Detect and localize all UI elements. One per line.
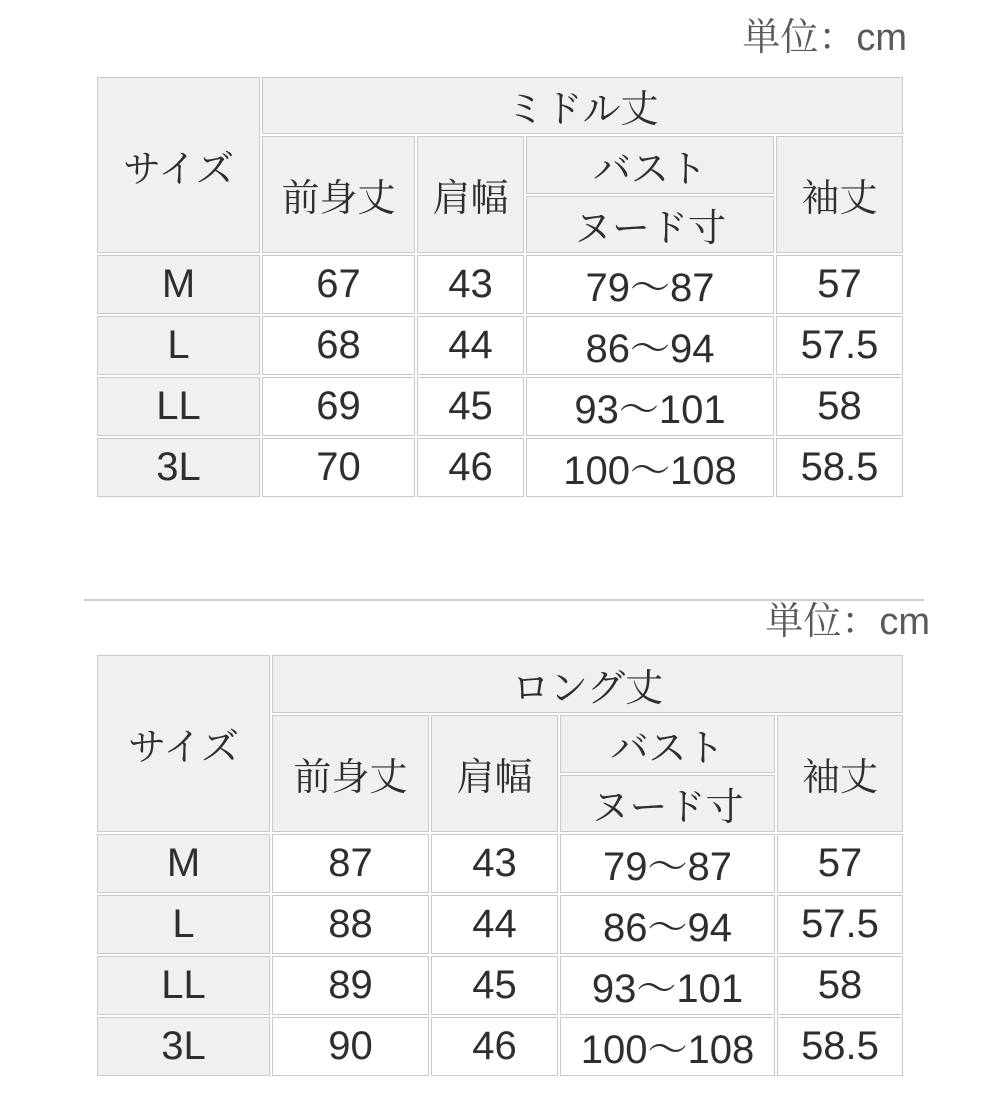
cell-shoulder: 46: [417, 438, 524, 497]
size-chart-table-middle: [95, 75, 905, 499]
cell-bust-nude: 79〜87: [526, 255, 774, 314]
cell-sleeve: 58.5: [776, 438, 903, 497]
cell-size: 3L: [97, 438, 260, 497]
col-header-bust: バスト: [526, 136, 774, 194]
cell-bust-nude: 86〜94: [526, 316, 774, 375]
cell-sleeve: 57: [777, 834, 903, 893]
cell-size: LL: [97, 956, 270, 1015]
table-row: [97, 255, 903, 314]
table-row: [97, 377, 903, 436]
col-header-bust: バスト: [560, 715, 775, 773]
cell-shoulder: 45: [431, 956, 558, 1015]
cell-size: 3L: [97, 1017, 270, 1076]
cell-sleeve: 57: [776, 255, 903, 314]
cell-size: L: [97, 895, 270, 954]
cell-shoulder: 43: [431, 834, 558, 893]
cell-shoulder: 43: [417, 255, 524, 314]
cell-sleeve: 58.5: [777, 1017, 903, 1076]
col-header-nude-size: ヌード寸: [526, 196, 774, 253]
table-row: [97, 655, 903, 713]
cell-sleeve: 58: [777, 956, 903, 1015]
cell-front-length: 88: [272, 895, 429, 954]
col-header-shoulder: 肩幅: [431, 715, 558, 832]
cell-front-length: 69: [262, 377, 415, 436]
cell-front-length: 68: [262, 316, 415, 375]
col-header-sleeve: 袖丈: [777, 715, 903, 832]
col-header-size: サイズ: [97, 77, 260, 253]
cell-shoulder: 45: [417, 377, 524, 436]
cell-sleeve: 57.5: [777, 895, 903, 954]
cell-front-length: 90: [272, 1017, 429, 1076]
cell-bust-nude: 93〜101: [526, 377, 774, 436]
cell-shoulder: 44: [417, 316, 524, 375]
table-row: [97, 438, 903, 497]
col-header-front-length: 前身丈: [272, 715, 429, 832]
size-chart-table-long: [95, 653, 905, 1078]
cell-front-length: 67: [262, 255, 415, 314]
cell-size: M: [97, 834, 270, 893]
cell-bust-nude: 86〜94: [560, 895, 775, 954]
cell-bust-nude: 93〜101: [560, 956, 775, 1015]
unit-label-long: 単位：cm: [765, 601, 930, 643]
table-row: [97, 77, 903, 134]
table-row: [97, 834, 903, 893]
col-header-front-length: 前身丈: [262, 136, 415, 253]
table-title-middle: ミドル丈: [262, 77, 903, 134]
col-header-nude-size: ヌード寸: [560, 775, 775, 832]
table-row: [97, 316, 903, 375]
cell-bust-nude: 100〜108: [526, 438, 774, 497]
cell-front-length: 70: [262, 438, 415, 497]
cell-sleeve: 57.5: [776, 316, 903, 375]
cell-size: LL: [97, 377, 260, 436]
cell-bust-nude: 100〜108: [560, 1017, 775, 1076]
cell-size: M: [97, 255, 260, 314]
cell-size: L: [97, 316, 260, 375]
col-header-sleeve: 袖丈: [776, 136, 903, 253]
table-row: [97, 956, 903, 1015]
col-header-size: サイズ: [97, 655, 270, 832]
col-header-shoulder: 肩幅: [417, 136, 524, 253]
cell-shoulder: 44: [431, 895, 558, 954]
table-row: [97, 1017, 903, 1076]
cell-front-length: 89: [272, 956, 429, 1015]
cell-shoulder: 46: [431, 1017, 558, 1076]
cell-sleeve: 58: [776, 377, 903, 436]
cell-bust-nude: 79〜87: [560, 834, 775, 893]
table-title-long: ロング丈: [272, 655, 903, 713]
cell-front-length: 87: [272, 834, 429, 893]
table-row: [97, 895, 903, 954]
unit-label-middle: 単位：cm: [742, 17, 907, 59]
